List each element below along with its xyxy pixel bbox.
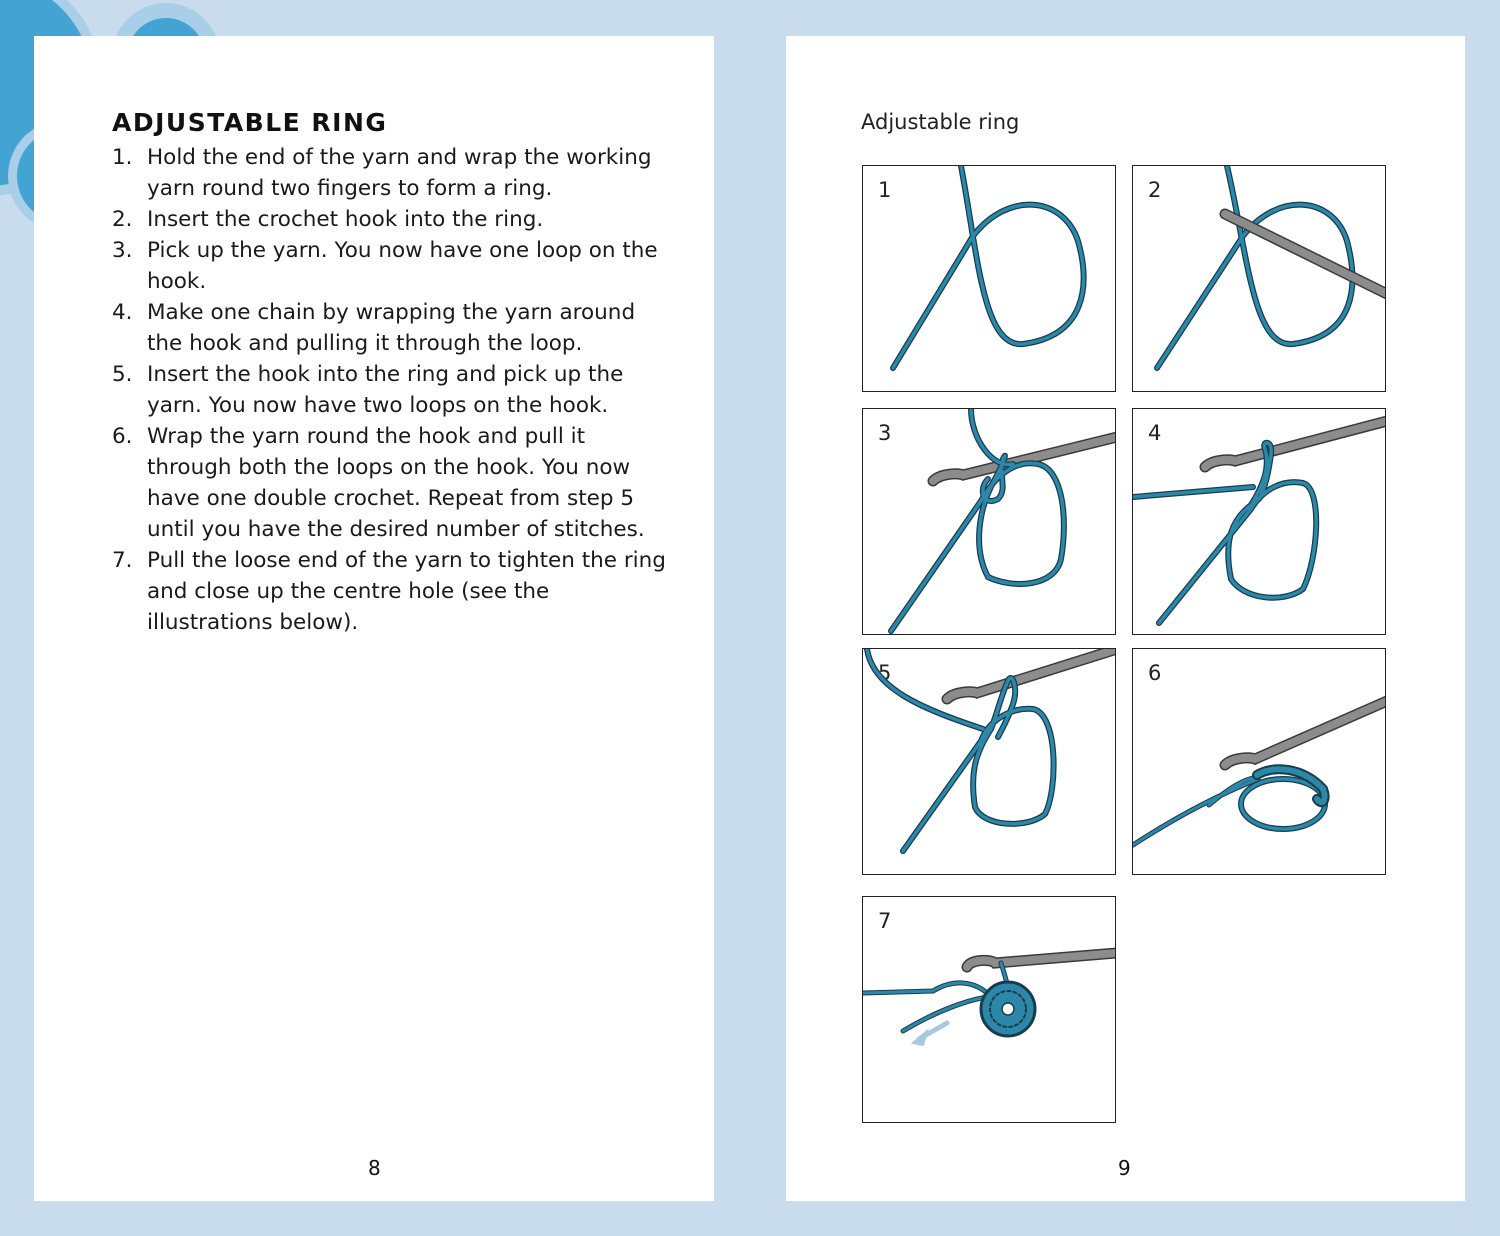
instruction-steps: [112, 142, 672, 638]
diagram-title: Adjustable ring: [861, 110, 1020, 134]
step-number: 2.: [112, 207, 133, 232]
step-number: 3.: [112, 238, 133, 263]
panel-number: 3: [878, 421, 892, 445]
panel-number: 1: [878, 178, 892, 202]
step-item: [112, 204, 672, 235]
page-heading: ADJUSTABLE RING: [112, 108, 388, 137]
page-number-left: 8: [368, 1156, 381, 1180]
step-item: [112, 235, 672, 297]
illustration-panel-3: [862, 408, 1116, 635]
step-item: [112, 359, 672, 421]
chain-made-illustration: [1133, 409, 1385, 634]
illustration-panel-1: [862, 165, 1116, 392]
step-number: 4.: [112, 300, 133, 325]
panel-number: 2: [1148, 178, 1162, 202]
step-text: Pick up the yarn. You now have one loop on the hook.: [147, 238, 658, 294]
step-text: Wrap the yarn round the hook and pull it through both the loops on the hook. You now have one double crochet. Repeat from step 5 until you have the desired number of stitches.: [147, 424, 645, 542]
step-item: [112, 421, 672, 545]
step-item: [112, 297, 672, 359]
step-text: Insert the hook into the ring and pick up the yarn. You now have two loops on the hook.: [147, 362, 624, 418]
illustration-panel-6: [1132, 648, 1386, 875]
step-text: Insert the crochet hook into the ring.: [147, 207, 544, 232]
ring-tightened-illustration: [863, 897, 1115, 1122]
panel-number: 5: [878, 661, 892, 685]
step-number: 7.: [112, 548, 133, 573]
hook-in-ring-illustration: [1133, 166, 1385, 391]
step-item: [112, 545, 672, 638]
step-text: Pull the loose end of the yarn to tighten the ring and close up the centre hole (see the illustrations below).: [147, 548, 666, 635]
step-text: Hold the end of the yarn and wrap the working yarn round two fingers to form a ring.: [147, 145, 652, 201]
yarn-loop-illustration: [863, 166, 1115, 391]
step-number: 5.: [112, 362, 133, 387]
page-number-right: 9: [1118, 1156, 1131, 1180]
step-text: Make one chain by wrapping the yarn around the hook and pulling it through the loop.: [147, 300, 636, 356]
yarn-picked-up-illustration: [863, 409, 1115, 634]
step-number: 6.: [112, 424, 133, 449]
step-item: [112, 142, 672, 204]
illustration-panel-5: [862, 648, 1116, 875]
step-number: 1.: [112, 145, 133, 170]
two-loops-on-hook-illustration: [863, 649, 1115, 874]
illustration-panel-7: [862, 896, 1116, 1123]
illustration-panel-2: [1132, 165, 1386, 392]
panel-number: 6: [1148, 661, 1162, 685]
panel-number: 7: [878, 909, 892, 933]
panel-number: 4: [1148, 421, 1162, 445]
stitches-worked-illustration: [1133, 649, 1385, 874]
illustration-panel-4: [1132, 408, 1386, 635]
